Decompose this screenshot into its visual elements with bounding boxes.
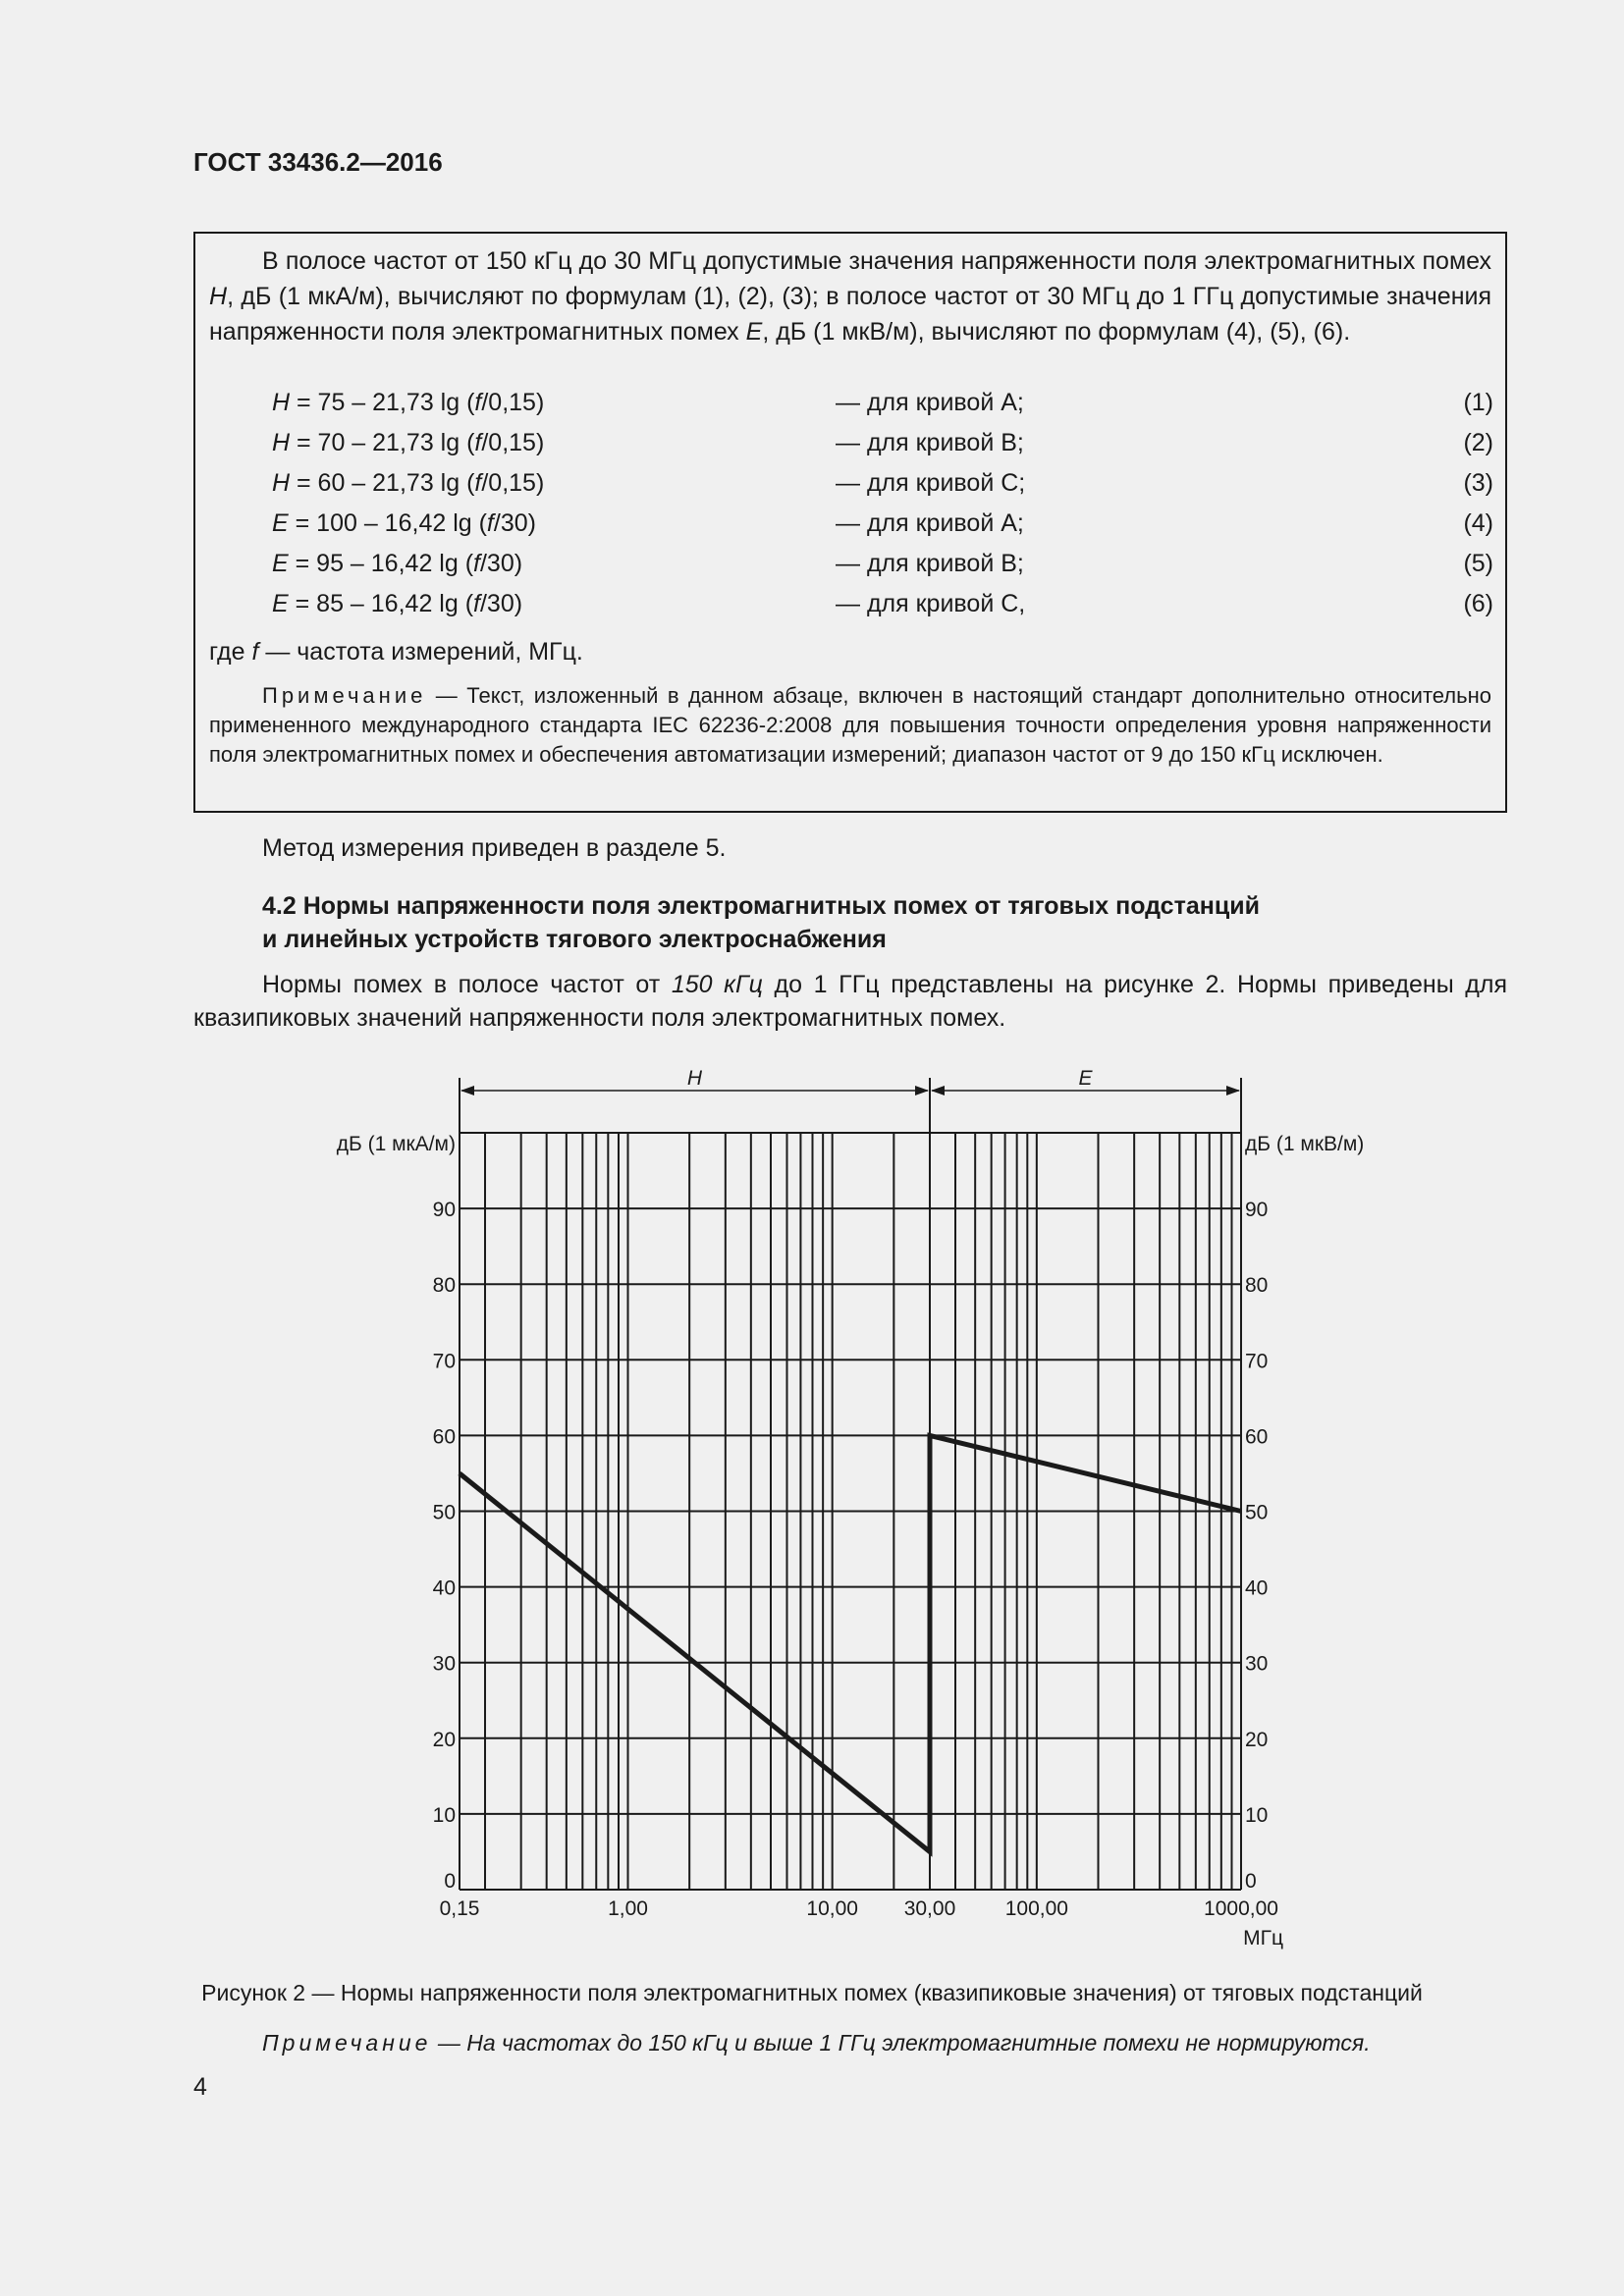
y-tick-label-left: 10 [432, 1803, 456, 1827]
section-title: 4.2 Нормы напряженности поля электромагнитных помех от тяговых подстанций и линейных устройств тягового электроснабжения [262, 892, 1260, 953]
body-paragraph: Нормы помех в полосе частот от 150 кГц до 1 ГГц представлены на рисунке 2. Нормы приведены для квазипиковых значений напряженности поля электромагнитных помех. [193, 971, 1508, 1032]
formula-row: H = 70 – 21,73 lg (f/0,15) — для кривой В; (2) [272, 429, 1493, 456]
x-tick-label: 1,00 [608, 1897, 648, 1920]
y-tick-label-right: 0 [1245, 1870, 1257, 1893]
x-tick-label: 100,00 [1004, 1897, 1068, 1920]
y-tick-label-right: 80 [1245, 1274, 1269, 1298]
box-note: Примечание — Текст, изложенный в данном абзаце, включен в настоящий стандарт дополнительно относительно примененного международного стандарта IEC 62236-2:2008 для повышения точности определения уровня напряженности поля электромагнитных помех и обеспечения автоматизации измерений; диапазон частот от 9 до 150 кГц исключен. [209, 683, 1491, 767]
y-tick-label-right: 10 [1245, 1803, 1269, 1827]
y-tick-label-left: 80 [432, 1274, 456, 1298]
formula-row: H = 75 – 21,73 lg (f/0,15) — для кривой А; (1) [272, 389, 1493, 416]
where-line: где f — частота измерений, МГц. [209, 638, 583, 666]
method-line: Метод измерения приведен в разделе 5. [262, 834, 727, 862]
y-tick-label-left: 60 [432, 1425, 456, 1449]
range-label: H [686, 1067, 703, 1090]
page-number: 4 [193, 2073, 207, 2101]
y-tick-label-right: 90 [1245, 1199, 1269, 1222]
y-tick-label-left: 70 [432, 1350, 456, 1373]
formula-row: E = 100 – 16,42 lg (f/30) — для кривой А; (4) [272, 509, 1493, 537]
x-tick-label: 0,15 [439, 1897, 480, 1920]
arrow-right-icon [1226, 1086, 1240, 1095]
y-tick-label-left: 20 [432, 1728, 456, 1751]
arrow-left-icon [460, 1086, 474, 1095]
y-tick-label-right: 20 [1245, 1728, 1269, 1751]
x-tick-label: 1000,00 [1204, 1897, 1278, 1920]
y-tick-label-right: 70 [1245, 1350, 1269, 1373]
range-label: E [1078, 1067, 1093, 1090]
formula-row: E = 95 – 16,42 lg (f/30) — для кривой В; (5) [272, 550, 1493, 577]
y-tick-label-right: 60 [1245, 1425, 1269, 1449]
y-axis-label-right: дБ (1 мкВ/м) [1245, 1133, 1365, 1155]
document-header: ГОСТ 33436.2—2016 [193, 147, 443, 177]
x-tick-label: 30,00 [903, 1897, 956, 1920]
y-tick-label-left: 0 [444, 1870, 456, 1893]
y-tick-label-right: 40 [1245, 1576, 1269, 1600]
figure-caption: Рисунок 2 — Нормы напряженности поля электромагнитных помех (квазипиковые значения) от тяговых подстанций [201, 1980, 1423, 2005]
y-tick-label-left: 50 [432, 1501, 456, 1524]
y-tick-label-left: 90 [432, 1199, 456, 1222]
y-tick-label-right: 30 [1245, 1652, 1269, 1676]
y-tick-label-right: 50 [1245, 1501, 1269, 1524]
arrow-right-icon [915, 1086, 929, 1095]
norm-limit-line [460, 1435, 1241, 1851]
y-tick-label-left: 30 [432, 1652, 456, 1676]
x-tick-label: 10,00 [806, 1897, 858, 1920]
box-intro: В полосе частот от 150 кГц до 30 МГц допустимые значения напряженности поля электромагнитных помех H, дБ (1 мкА/м), вычисляют по формулам (1), (2), (3); в полосе частот от 30 МГц до 1 ГГц допустимые значения напряженности поля электромагнитных помех E, дБ (1 мкВ/м), вычисляют по формулам (4), (5), (6). [209, 247, 1491, 346]
formula-row: H = 60 – 21,73 lg (f/0,15) — для кривой С; (3) [272, 469, 1493, 497]
x-axis-unit: МГц [1243, 1927, 1283, 1949]
formula-row: E = 85 – 16,42 lg (f/30) — для кривой С, (6) [272, 590, 1493, 617]
figure-note: Примечание — На частотах до 150 кГц и выше 1 ГГц электромагнитные помехи не нормируются. [262, 2030, 1371, 2056]
y-axis-label-left: дБ (1 мкА/м) [336, 1133, 456, 1155]
y-tick-label-left: 40 [432, 1576, 456, 1600]
arrow-left-icon [931, 1086, 945, 1095]
